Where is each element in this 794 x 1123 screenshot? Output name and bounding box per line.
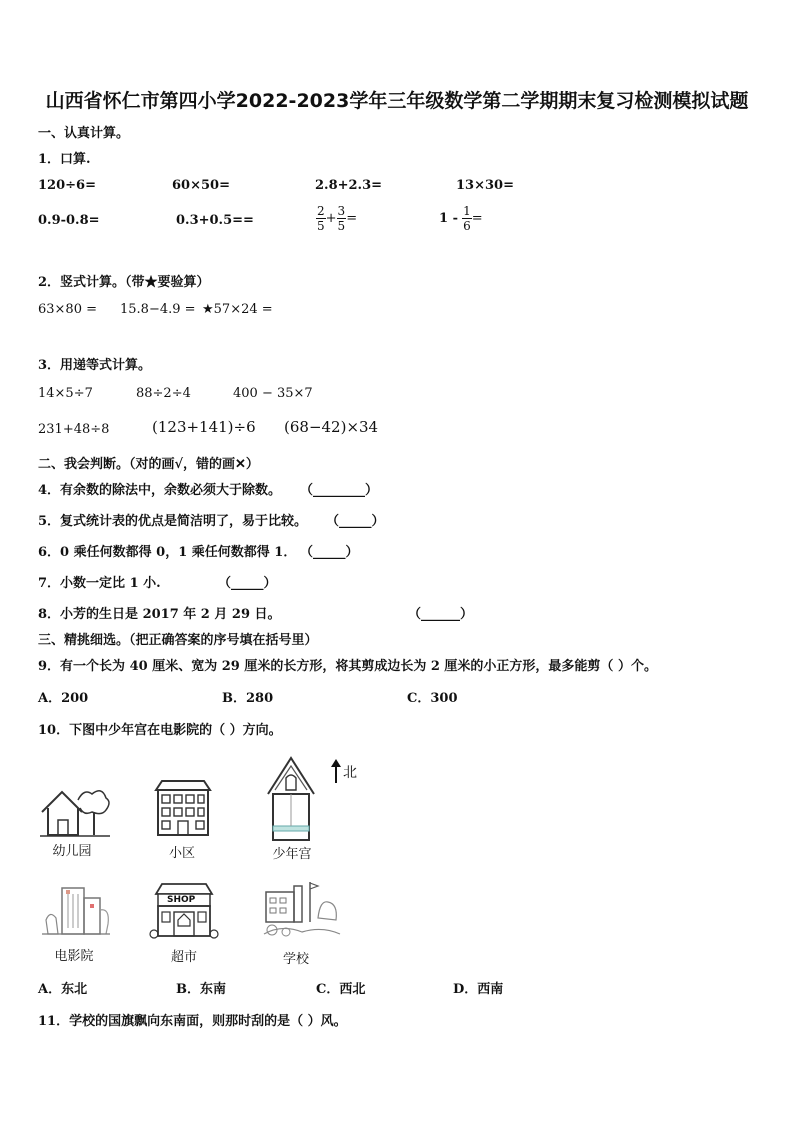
q10-option-c[interactable]: C．西北	[316, 982, 366, 997]
q3-item: 14×5÷7	[38, 386, 93, 401]
equals-sign: =	[346, 211, 358, 226]
plus-sign: +	[325, 211, 337, 226]
q3-item: 400 − 35×7	[233, 386, 313, 401]
q3-item: 231+48÷8	[38, 422, 110, 437]
q10-option-b[interactable]: B．东南	[176, 982, 226, 997]
page-title: 山西省怀仁市第四小学2022-2023学年三年级数学第二学期期末复习检测模拟试题	[45, 90, 749, 112]
place-label-kindergarten: 幼儿园	[52, 844, 92, 859]
q1-fraction-diff	[439, 204, 483, 233]
q1-item: 2.8+2.3=	[315, 178, 383, 193]
q1-item: 0.9-0.8=	[38, 213, 100, 228]
north-arrow-icon	[330, 758, 342, 784]
residential-building-icon	[152, 778, 214, 838]
q9-option-a[interactable]: A．200	[38, 691, 89, 706]
place-label-residential: 小区	[168, 846, 195, 861]
equals-sign: =	[471, 211, 483, 226]
place-label-supermarket: 超市	[170, 950, 197, 965]
answer-blank[interactable]: （_____）	[300, 545, 359, 560]
whole-number: 1 -	[439, 211, 458, 226]
q2-label: 2．竖式计算。（带★要验算）	[38, 275, 210, 290]
cinema-icon	[40, 880, 112, 938]
q2-item: 15.8−4.9 =	[120, 302, 196, 317]
answer-blank[interactable]: （______）	[408, 607, 474, 622]
judge-question: 7．小数一定比 1 小.	[38, 576, 161, 591]
fraction-denominator: 5	[317, 219, 325, 233]
judge-question: 6．0 乘任何数都得 0，1 乘任何数都得 1．	[38, 545, 297, 560]
place-label-youth-palace: 少年宫	[272, 847, 312, 862]
q11-text: 11．学校的国旗飘向东南面，则那时刮的是（ ）风。	[38, 1014, 347, 1029]
section-3-heading: 三、精挑细选。（把正确答案的序号填在括号里）	[38, 633, 318, 648]
q1-item: 120÷6=	[38, 178, 96, 193]
fraction-numerator: 2	[317, 204, 325, 218]
judge-question: 5．复式统计表的优点是简洁明了，易于比较。	[38, 514, 308, 529]
answer-blank[interactable]: （_____）	[326, 514, 385, 529]
q3-item: 88÷2÷4	[136, 386, 191, 401]
fraction-numerator: 3	[337, 204, 346, 218]
q3-item: (68−42)×34	[284, 418, 379, 436]
q10-text: 10．下图中少年宫在电影院的（ ）方向。	[38, 723, 282, 738]
school-icon	[262, 878, 342, 942]
judge-question: 4．有余数的除法中，余数必须大于除数。	[38, 483, 282, 498]
q9-option-c[interactable]: C．300	[407, 691, 458, 706]
q3-item: (123+141)÷6	[152, 418, 256, 436]
q1-fraction-sum	[316, 204, 357, 233]
judge-question: 8．小芳的生日是 2017 年 2 月 29 日。	[38, 607, 281, 622]
supermarket-icon	[148, 880, 220, 940]
answer-blank[interactable]: （________）	[300, 483, 379, 498]
q3-label: 3．用递等式计算。	[38, 358, 152, 373]
section-1-heading: 一、认真计算。	[38, 126, 130, 141]
q1-item: 0.3+0.5==	[176, 213, 254, 228]
fraction-numerator: 1	[463, 204, 471, 218]
shop-sign: SHOP	[167, 895, 196, 905]
kindergarten-icon	[36, 780, 116, 840]
youth-palace-icon	[266, 756, 316, 842]
q9-text: 9．有一个长为 40 厘米、宽为 29 厘米的长方形，将其剪成边长为 2 厘米的小正方形，最多能剪（ ）个。	[38, 659, 657, 674]
q10-option-d[interactable]: D．西南	[453, 982, 504, 997]
q1-item: 13×30=	[456, 178, 514, 193]
q10-option-a[interactable]: A．东北	[38, 982, 88, 997]
section-2-heading: 二、我会判断。（对的画√，错的画✕）	[38, 457, 259, 472]
q1-label: 1．口算.	[38, 152, 91, 167]
q1-item: 60×50=	[172, 178, 230, 193]
place-label-school: 学校	[282, 952, 309, 967]
answer-blank[interactable]: （_____）	[218, 576, 277, 591]
fraction-denominator: 6	[463, 219, 471, 233]
q2-item: 63×80 =	[38, 302, 98, 317]
q9-option-b[interactable]: B．280	[222, 691, 274, 706]
north-label: 北	[343, 765, 357, 781]
place-label-cinema: 电影院	[54, 949, 94, 964]
fraction-denominator: 5	[337, 219, 346, 233]
q2-item: ★57×24 =	[202, 302, 273, 317]
